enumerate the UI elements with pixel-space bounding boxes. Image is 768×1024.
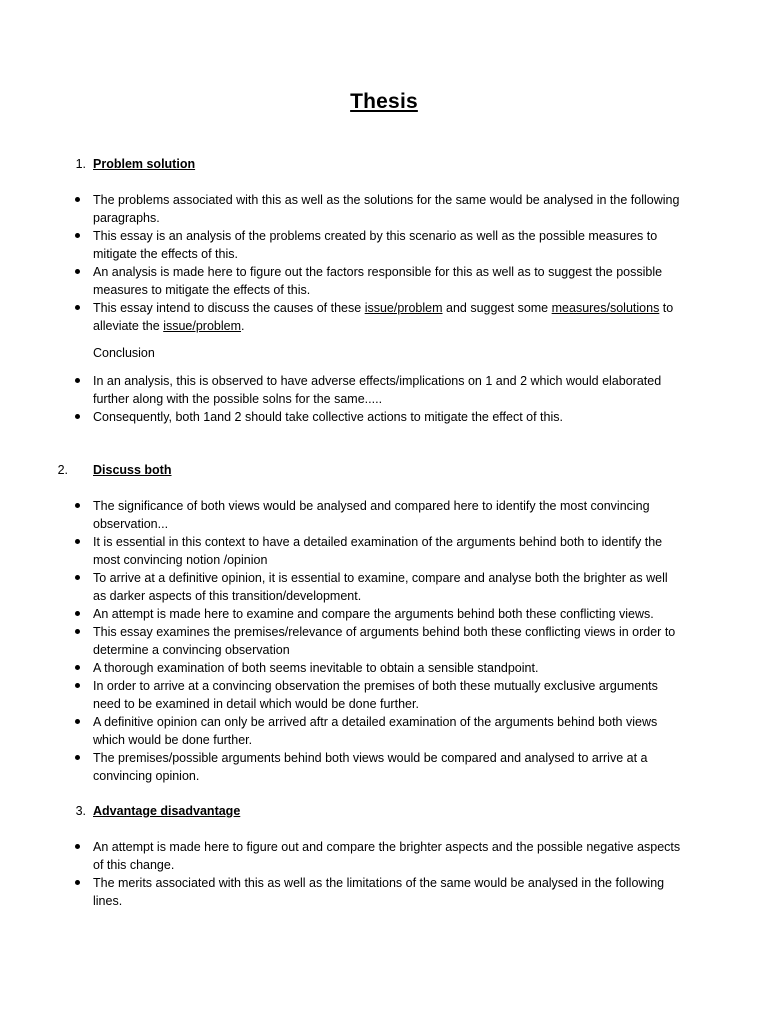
bullet-icon	[75, 539, 80, 544]
list-item-text: An analysis is made here to figure out the factors responsible for this as well as to suggest the possible measures to mitigate the effects of this.	[93, 265, 663, 297]
bullet-icon	[75, 683, 80, 688]
bullet-icon	[75, 755, 80, 760]
bullet-icon	[75, 233, 80, 238]
list-item	[93, 533, 683, 569]
section-2-bullet-list	[93, 497, 683, 785]
section-3-heading: Advantage disadvantage	[93, 804, 241, 818]
list-item-text: The merits associated with this as well as the limitations of the same would be analysed in the following lines.	[93, 876, 665, 908]
list-item	[93, 659, 683, 677]
list-item	[93, 497, 683, 533]
list-item	[93, 372, 683, 408]
bullet-icon	[75, 269, 80, 274]
list-item-text: Consequently, both 1and 2 should take collective actions to mitigate the effect of this.	[93, 410, 563, 424]
bullet-icon	[75, 305, 80, 310]
list-item-text	[93, 301, 673, 333]
list-item-text: This essay examines the premises/relevance of arguments behind both these conflicting views in order to determine a convincing observation	[93, 625, 676, 657]
section-3-bullet-list	[93, 838, 683, 910]
list-item-text: An attempt is made here to examine and compare the arguments behind both these conflicting views.	[93, 607, 654, 621]
list-item-text: The premises/possible arguments behind both views would be compared and analysed to arrive at a convincing opinion.	[93, 751, 648, 783]
list-item-text: To arrive at a definitive opinion, it is essential to examine, compare and analyse both the brighter as well as darker aspects of this transition/development.	[93, 571, 668, 603]
section-2-number: 2.	[57, 463, 68, 477]
list-item	[93, 749, 683, 785]
list-item	[93, 713, 683, 749]
text-fragment: to alleviate the	[93, 301, 674, 333]
text-fragment: This essay intend to discuss the causes of these	[93, 301, 365, 315]
list-item	[93, 227, 683, 263]
list-item	[93, 191, 683, 227]
text-fragment: and suggest some	[442, 301, 552, 315]
list-item	[93, 569, 683, 605]
list-item	[93, 263, 683, 299]
list-item-text: An attempt is made here to figure out and compare the brighter aspects and the possible negative aspects of this change.	[93, 840, 681, 872]
bullet-icon	[75, 665, 80, 670]
list-item-text: In an analysis, this is observed to have adverse effects/implications on 1 and 2 which would elaborated further along with the possible solns for the same.....	[93, 374, 662, 406]
section-3-number: 3.	[75, 804, 86, 818]
bullet-icon	[75, 197, 80, 202]
list-item-text: A thorough examination of both seems inevitable to obtain a sensible standpoint.	[93, 661, 539, 675]
list-item-text: This essay is an analysis of the problems created by this scenario as well as the possible measures to mitigate the effects of this.	[93, 229, 658, 261]
underlined-term: issue/problem	[364, 301, 443, 315]
bullet-icon	[75, 844, 80, 849]
list-item-text: In order to arrive at a convincing observation the premises of both these mutually exclusive arguments need to be examined in detail which would be done further.	[93, 679, 658, 711]
list-item-text: A definitive opinion can only be arrived aftr a detailed examination of the arguments behind both views which would be done further.	[93, 715, 658, 747]
bullet-icon	[75, 378, 80, 383]
list-item	[93, 408, 683, 426]
document-title: Thesis	[350, 90, 418, 113]
section-1-number: 1.	[75, 157, 86, 171]
bullet-icon	[75, 575, 80, 580]
bullet-icon	[75, 503, 80, 508]
bullet-icon	[75, 414, 80, 419]
conclusion-bullet-list	[93, 372, 683, 426]
list-item-text: The significance of both views would be analysed and compared here to identify the most convincing observation...	[93, 499, 650, 531]
section-1-heading: Problem solution	[93, 157, 196, 171]
list-item-text: It is essential in this context to have a detailed examination of the arguments behind both to identify the most convincing notion /opinion	[93, 535, 663, 567]
bullet-icon	[75, 880, 80, 885]
list-item	[93, 838, 683, 874]
list-item	[93, 677, 683, 713]
list-item	[93, 299, 683, 335]
conclusion-label: Conclusion	[93, 346, 155, 360]
list-item-text: The problems associated with this as well as the solutions for the same would be analysed in the following paragraphs.	[93, 193, 680, 225]
section-2-heading: Discuss both	[93, 463, 172, 477]
text-fragment: .	[241, 319, 245, 333]
section-1-bullet-list	[93, 191, 683, 335]
bullet-icon	[75, 629, 80, 634]
bullet-icon	[75, 611, 80, 616]
underlined-term: issue/problem	[163, 319, 242, 333]
list-item	[93, 605, 683, 623]
list-item	[93, 623, 683, 659]
underlined-term: measures/solutions	[551, 301, 660, 315]
list-item	[93, 874, 683, 910]
bullet-icon	[75, 719, 80, 724]
